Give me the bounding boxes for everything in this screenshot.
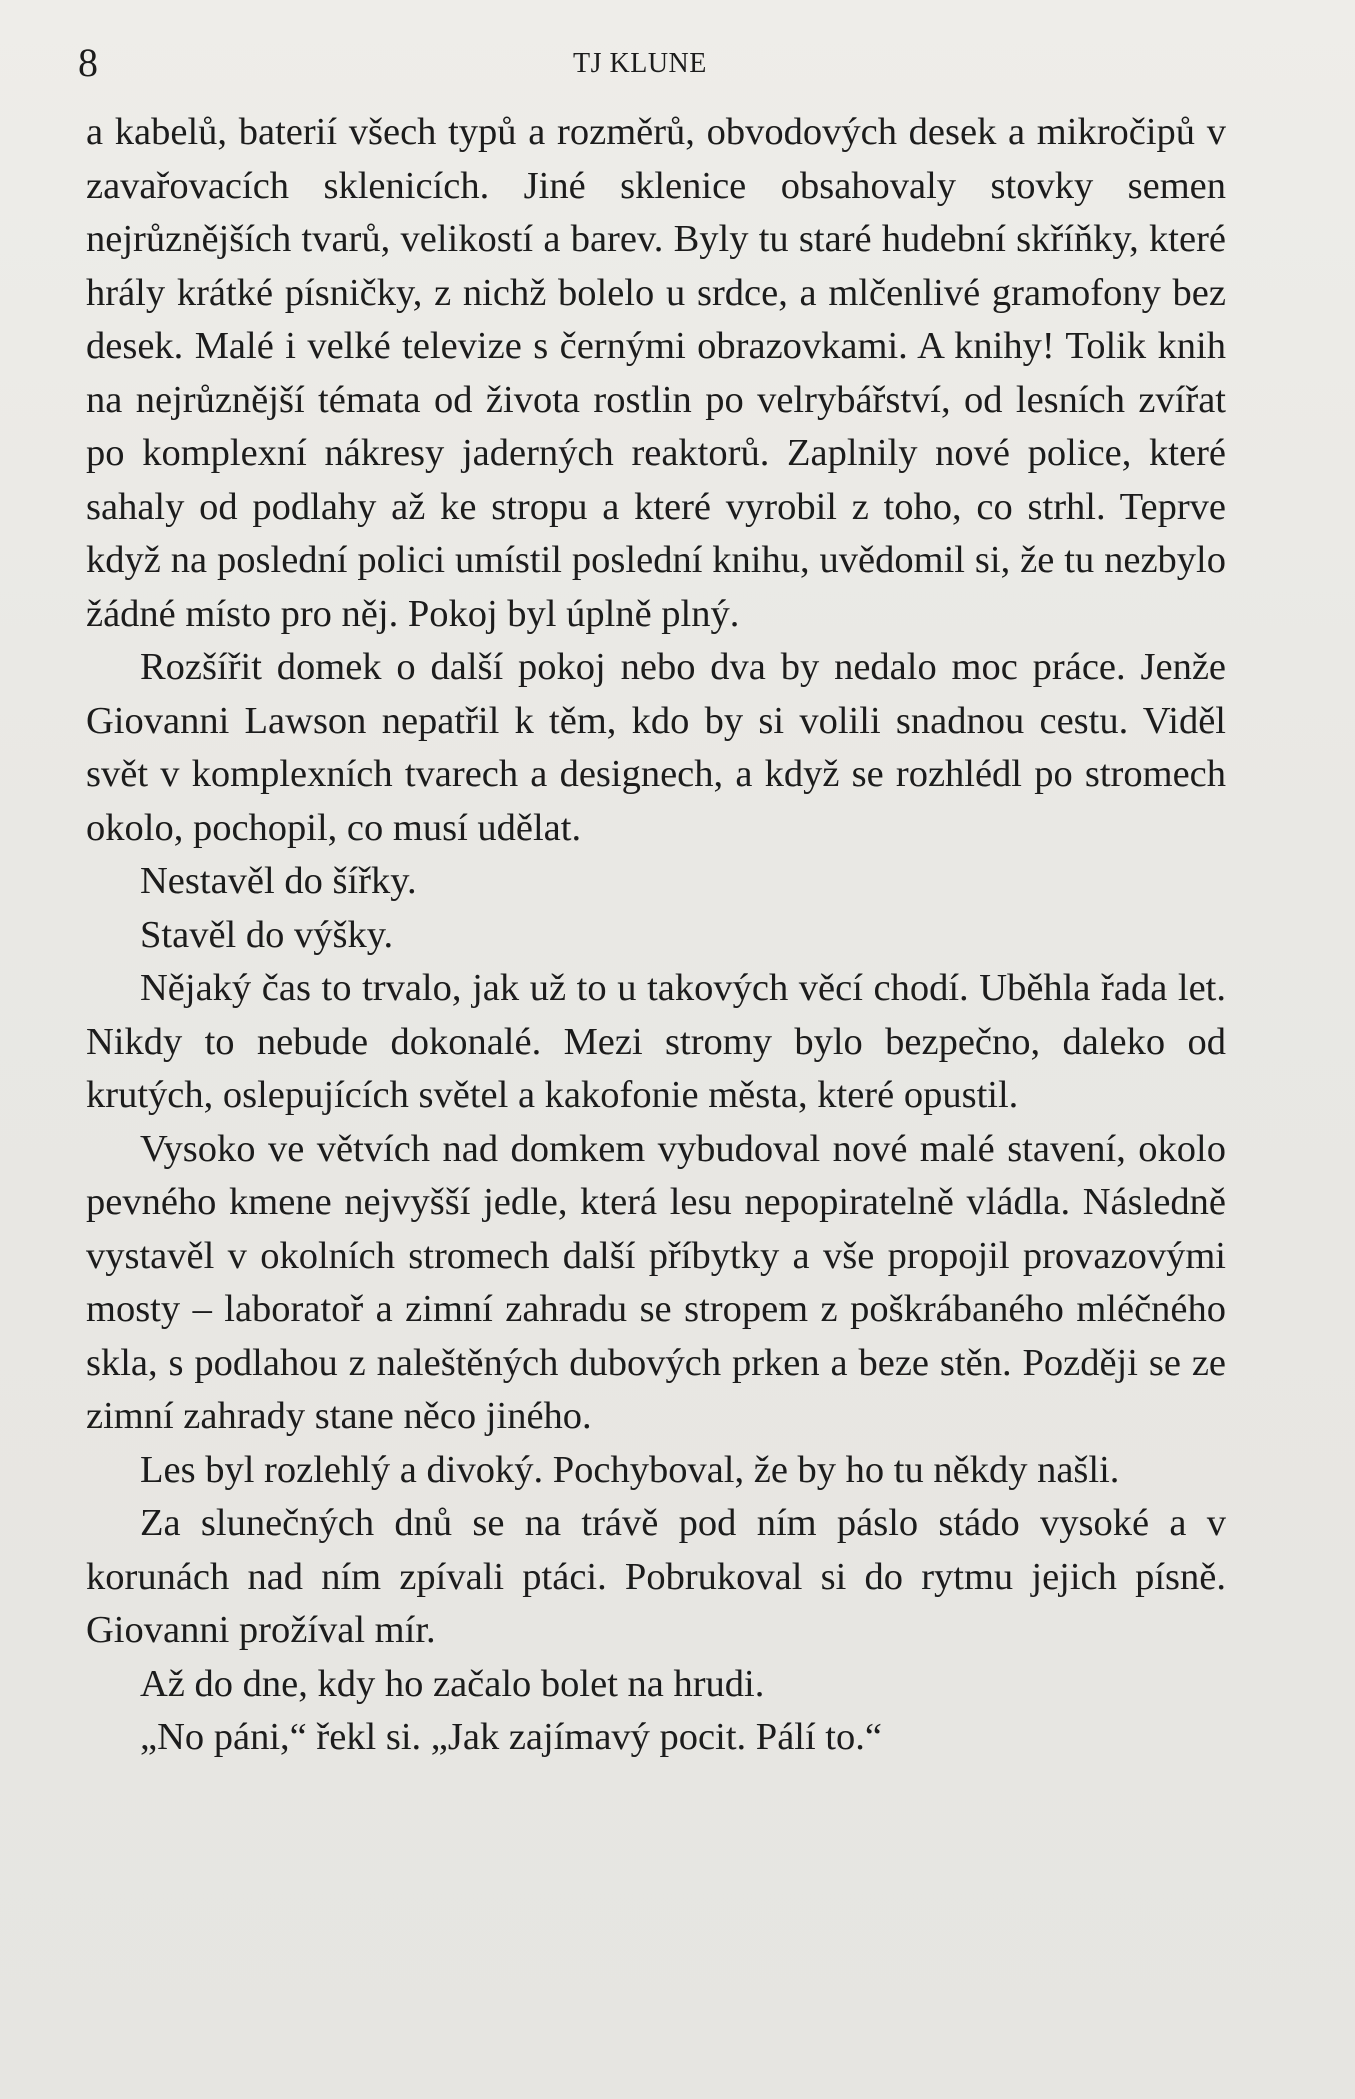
paragraph: Rozšířit domek o další pokoj nebo dva by nedalo moc práce. Jenže Giovanni Lawson nepatřil k těm, kdo by si volili snadnou cestu. Viděl svět v komplexních tvarech a designech, a když se rozhlédl po stromech okolo, pochopil, co musí udělat. [86, 646, 1226, 849]
paragraph: a kabelů, baterií všech typů a rozměrů, obvodových desek a mikročipů v zavařovacích sklenicích. Jiné sklenice obsahovaly stovky semen nejrůznějších tvarů, velikostí a barev. Byly tu staré hudební skříňky, které hrály krátké písničky, z nichž bolelo u srdce, a mlčenlivé gramofony bez desek. Malé i velké televize s černými obrazovkami. A knihy! Tolik knih na nejrůznější témata od života rostlin po velrybářství, od lesních zvířat po komplexní nákresy jaderných reaktorů. Zaplnily nové police, které sahaly od podlahy až ke stropu a které vyrobil z toho, co strhl. Teprve když na poslední polici umístil poslední knihu, uvědomil si, že tu nezbylo žádné místo pro něj. Pokoj byl úplně plný. [86, 111, 1226, 635]
page-number: 8 [78, 40, 98, 85]
running-title: TJ KLUNE [573, 48, 707, 79]
paragraph: Nestavěl do šířky. [140, 860, 417, 902]
paragraph: Stavěl do výšky. [140, 913, 394, 956]
paragraph: Les byl rozlehlý a divoký. Pochyboval, že by ho tu někdy našli. [140, 1448, 1120, 1491]
paragraph: Vysoko ve větvích nad domkem vybudoval nové malé stavení, okolo pevného kmene nejvyšší jedle, která lesu nepopiratelně vládla. Následně vystavěl v okolních stromech další příbytky a vše propojil provazovými mosty – laboratoř a zimní zahradu se stropem z poškrábaného mléčného skla, s podlahou z naleštěných dubových prken a beze stěn. Později se ze zimní zahrady stane něco jiného. [86, 1127, 1226, 1437]
paragraph: Nějaký čas to trvalo, jak už to u takových věcí chodí. Uběhla řada let. Nikdy to nebude dokonalé. Mezi stromy bylo bezpečno, daleko od krutých, oslepujících světel a kakofonie města, které opustil. [86, 967, 1226, 1116]
paragraph: Až do dne, kdy ho začalo bolet na hrudi. [140, 1662, 765, 1705]
paragraph: „No páni,“ řekl si. „Jak zajímavý pocit. Pálí to.“ [140, 1716, 882, 1758]
paragraph: Za slunečných dnů se na trávě pod ním páslo stádo vysoké a v korunách nad ním zpívali ptáci. Pobrukoval si do rytmu jejich písně. Giovanni prožíval mír. [86, 1502, 1226, 1651]
running-head [78, 38, 1228, 88]
body-text [86, 106, 1226, 1765]
